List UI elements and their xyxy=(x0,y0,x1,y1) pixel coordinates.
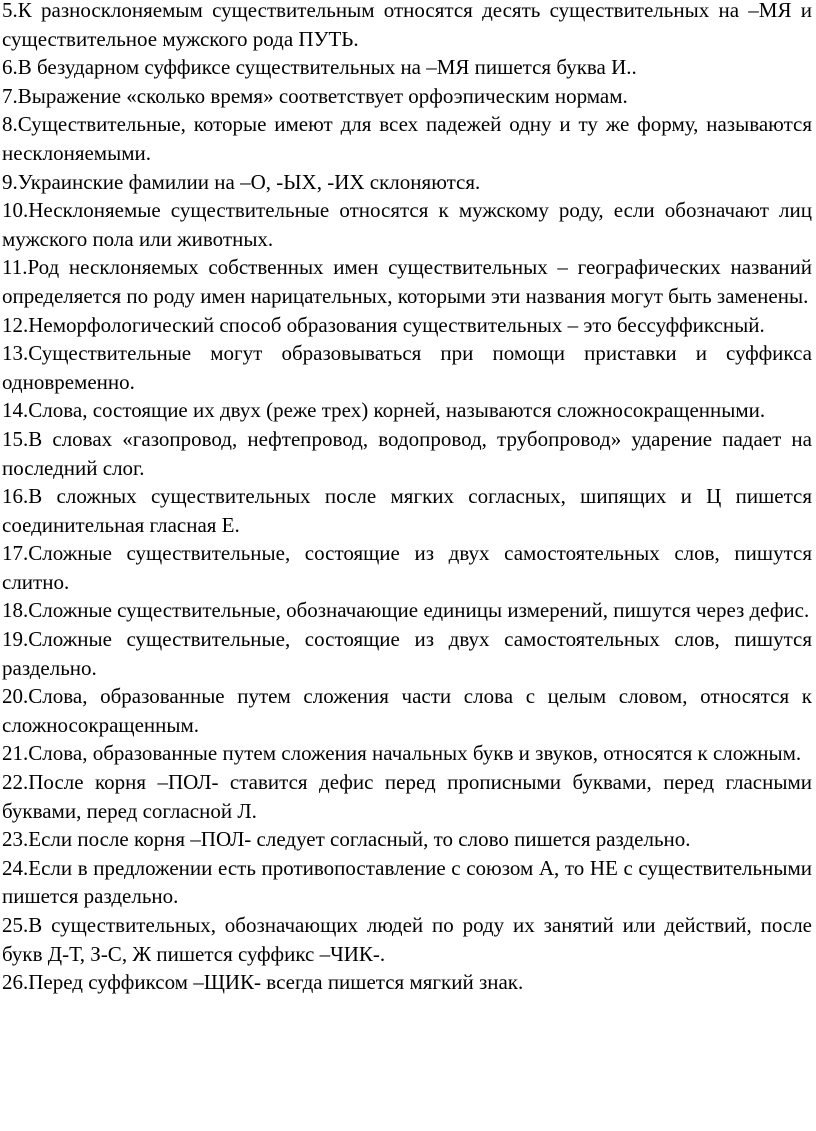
statement-21: 21.Слова, образованные путем сложения начальных букв и звуков, относятся к сложным. xyxy=(2,741,802,766)
statement-12: 12.Неморфологический способ образования существительных – это бессуффиксный. xyxy=(2,312,765,337)
statement-24: 24.Если в предложении есть противопоставление с союзом А, то НЕ с существительными пишется раздельно. xyxy=(2,855,812,909)
statement-18: 18.Сложные существительные, обозначающие единицы измерений, пишутся через дефис. xyxy=(2,598,810,623)
statement-26: 26.Перед суффиксом –ЩИК- всегда пишется мягкий знак. xyxy=(2,970,524,995)
statement-15: 15.В словах «газопровод, нефтепровод, водопровод, трубопровод» ударение падает на последний слог. xyxy=(2,426,812,480)
statement-25: 25.В существительных, обозначающих людей по роду их занятий или действий, после букв Д-Т, З-С, Ж пишется суффикс –ЧИК-. xyxy=(2,913,812,966)
statement-13: 13.Существительные могут образовываться при помощи приставки и суффикса одновременно. xyxy=(2,341,812,394)
statement-7: 7.Выражение «сколько время» соответствует орфоэпическим нормам. xyxy=(2,83,628,108)
statement-17: 17.Сложные существительные, состоящие из двух самостоятельных слов, пишутся слитно. xyxy=(2,541,812,594)
statement-20: 20.Слова, образованные путем сложения части слова с целым словом, относятся к сложносокращенным. xyxy=(2,684,812,737)
statement-16: 16.В сложных существительных после мягких согласных, шипящих и Ц пишется соединительная гласная Е. xyxy=(2,484,812,537)
statement-22: 22.После корня –ПОЛ- ставится дефис перед прописными буквами, перед гласными буквами, перед согласной Л. xyxy=(2,770,812,823)
statement-5: 5.К разносклоняемым существительным относятся десять существительных на –МЯ и существительное мужского рода ПУТЬ. xyxy=(2,0,812,51)
statement-9: 9.Украинские фамилии на –О, -ЫХ, -ИХ склоняются. xyxy=(2,169,481,194)
statement-6: 6.В безударном суффиксе существительных на –МЯ пишется буква И.. xyxy=(2,55,637,80)
statement-19: 19.Сложные существительные, состоящие из двух самостоятельных слов, пишутся раздельно. xyxy=(2,627,812,680)
statement-list xyxy=(2,0,812,997)
statement-8: 8.Существительные, которые имеют для всех падежей одну и ту же форму, называются несклоняемыми. xyxy=(2,112,812,165)
statement-10: 10.Несклоняемые существительные относятся к мужскому роду, если обозначают лиц мужского пола или животных. xyxy=(2,198,812,251)
statement-23: 23.Если после корня –ПОЛ- следует согласный, то слово пишется раздельно. xyxy=(2,827,691,852)
statement-14: 14.Слова, состоящие их двух (реже трех) корней, называются сложносокращенными. xyxy=(2,398,766,423)
statement-11: 11.Род несклоняемых собственных имен существительных – географических названий определяется по роду имен нарицательных, которыми эти названия могут быть заменены. xyxy=(2,255,812,308)
